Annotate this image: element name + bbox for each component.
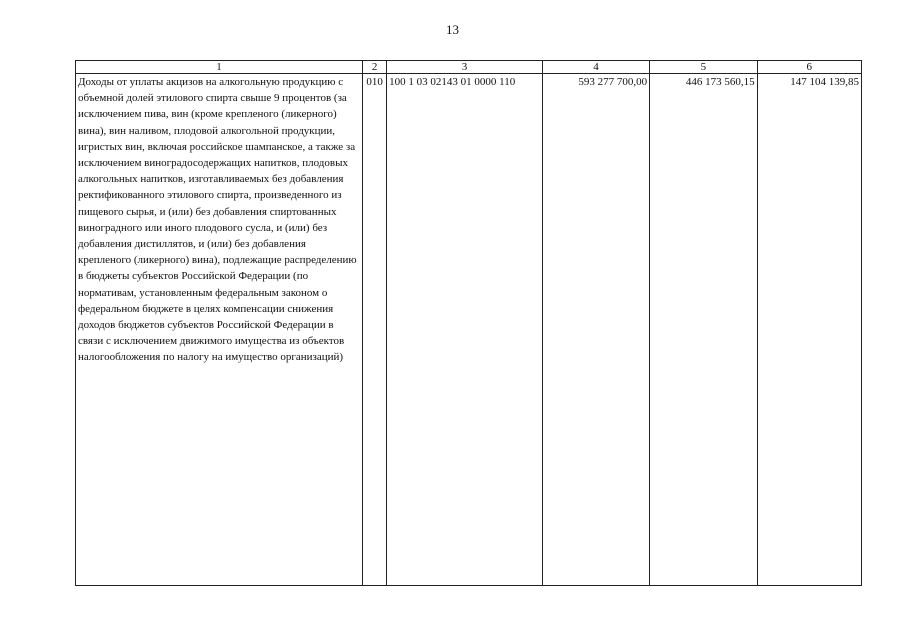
column-header-1: 1 [76, 61, 363, 74]
column-4-amount-cell: 593 277 700,00 [542, 74, 649, 586]
budget-classification-code-cell: 100 1 03 02143 01 0000 110 [387, 74, 543, 586]
line-code-cell: 010 [363, 74, 387, 586]
column-header-4: 4 [542, 61, 649, 74]
column-header-2: 2 [363, 61, 387, 74]
report-table [75, 60, 862, 586]
column-5-amount-cell: 446 173 560,15 [650, 74, 757, 586]
table-header-row [76, 61, 862, 74]
column-6-amount-cell: 147 104 139,85 [757, 74, 861, 586]
column-header-5: 5 [650, 61, 757, 74]
column-header-6: 6 [757, 61, 861, 74]
page-number: 13 [446, 22, 459, 37]
column-header-3: 3 [387, 61, 543, 74]
table-row [76, 74, 862, 586]
income-description-cell: Доходы от уплаты акцизов на алкогольную продукцию с объемной долей этилового спирта свыше 9 процентов (за исключением пива, вин (кроме крепленого (ликерного) вина), вин наливом, плодовой алкогольной продукции, игристых вин, включая российское шампанское, а также за исключением виноградосодержащих напитков, плодовых алкогольных напитков, изготавливаемых без добавления ректификованного этилового спирта, произведенного из пищевого сырья, и (или) без добавления спиртованных виноградного или иного плодового сусла, и (или) без добавления дистиллятов, и (или) без добавления крепленого (ликерного) вина), подлежащие распределению в бюджеты субъектов Российской Федерации (по нормативам, установленным федеральным законом о федеральном бюджете в целях компенсации снижения доходов бюджетов субъектов Российской Федерации в связи с исключением движимого имущества из объектов налогообложения по налогу на имущество организаций) [76, 74, 363, 586]
